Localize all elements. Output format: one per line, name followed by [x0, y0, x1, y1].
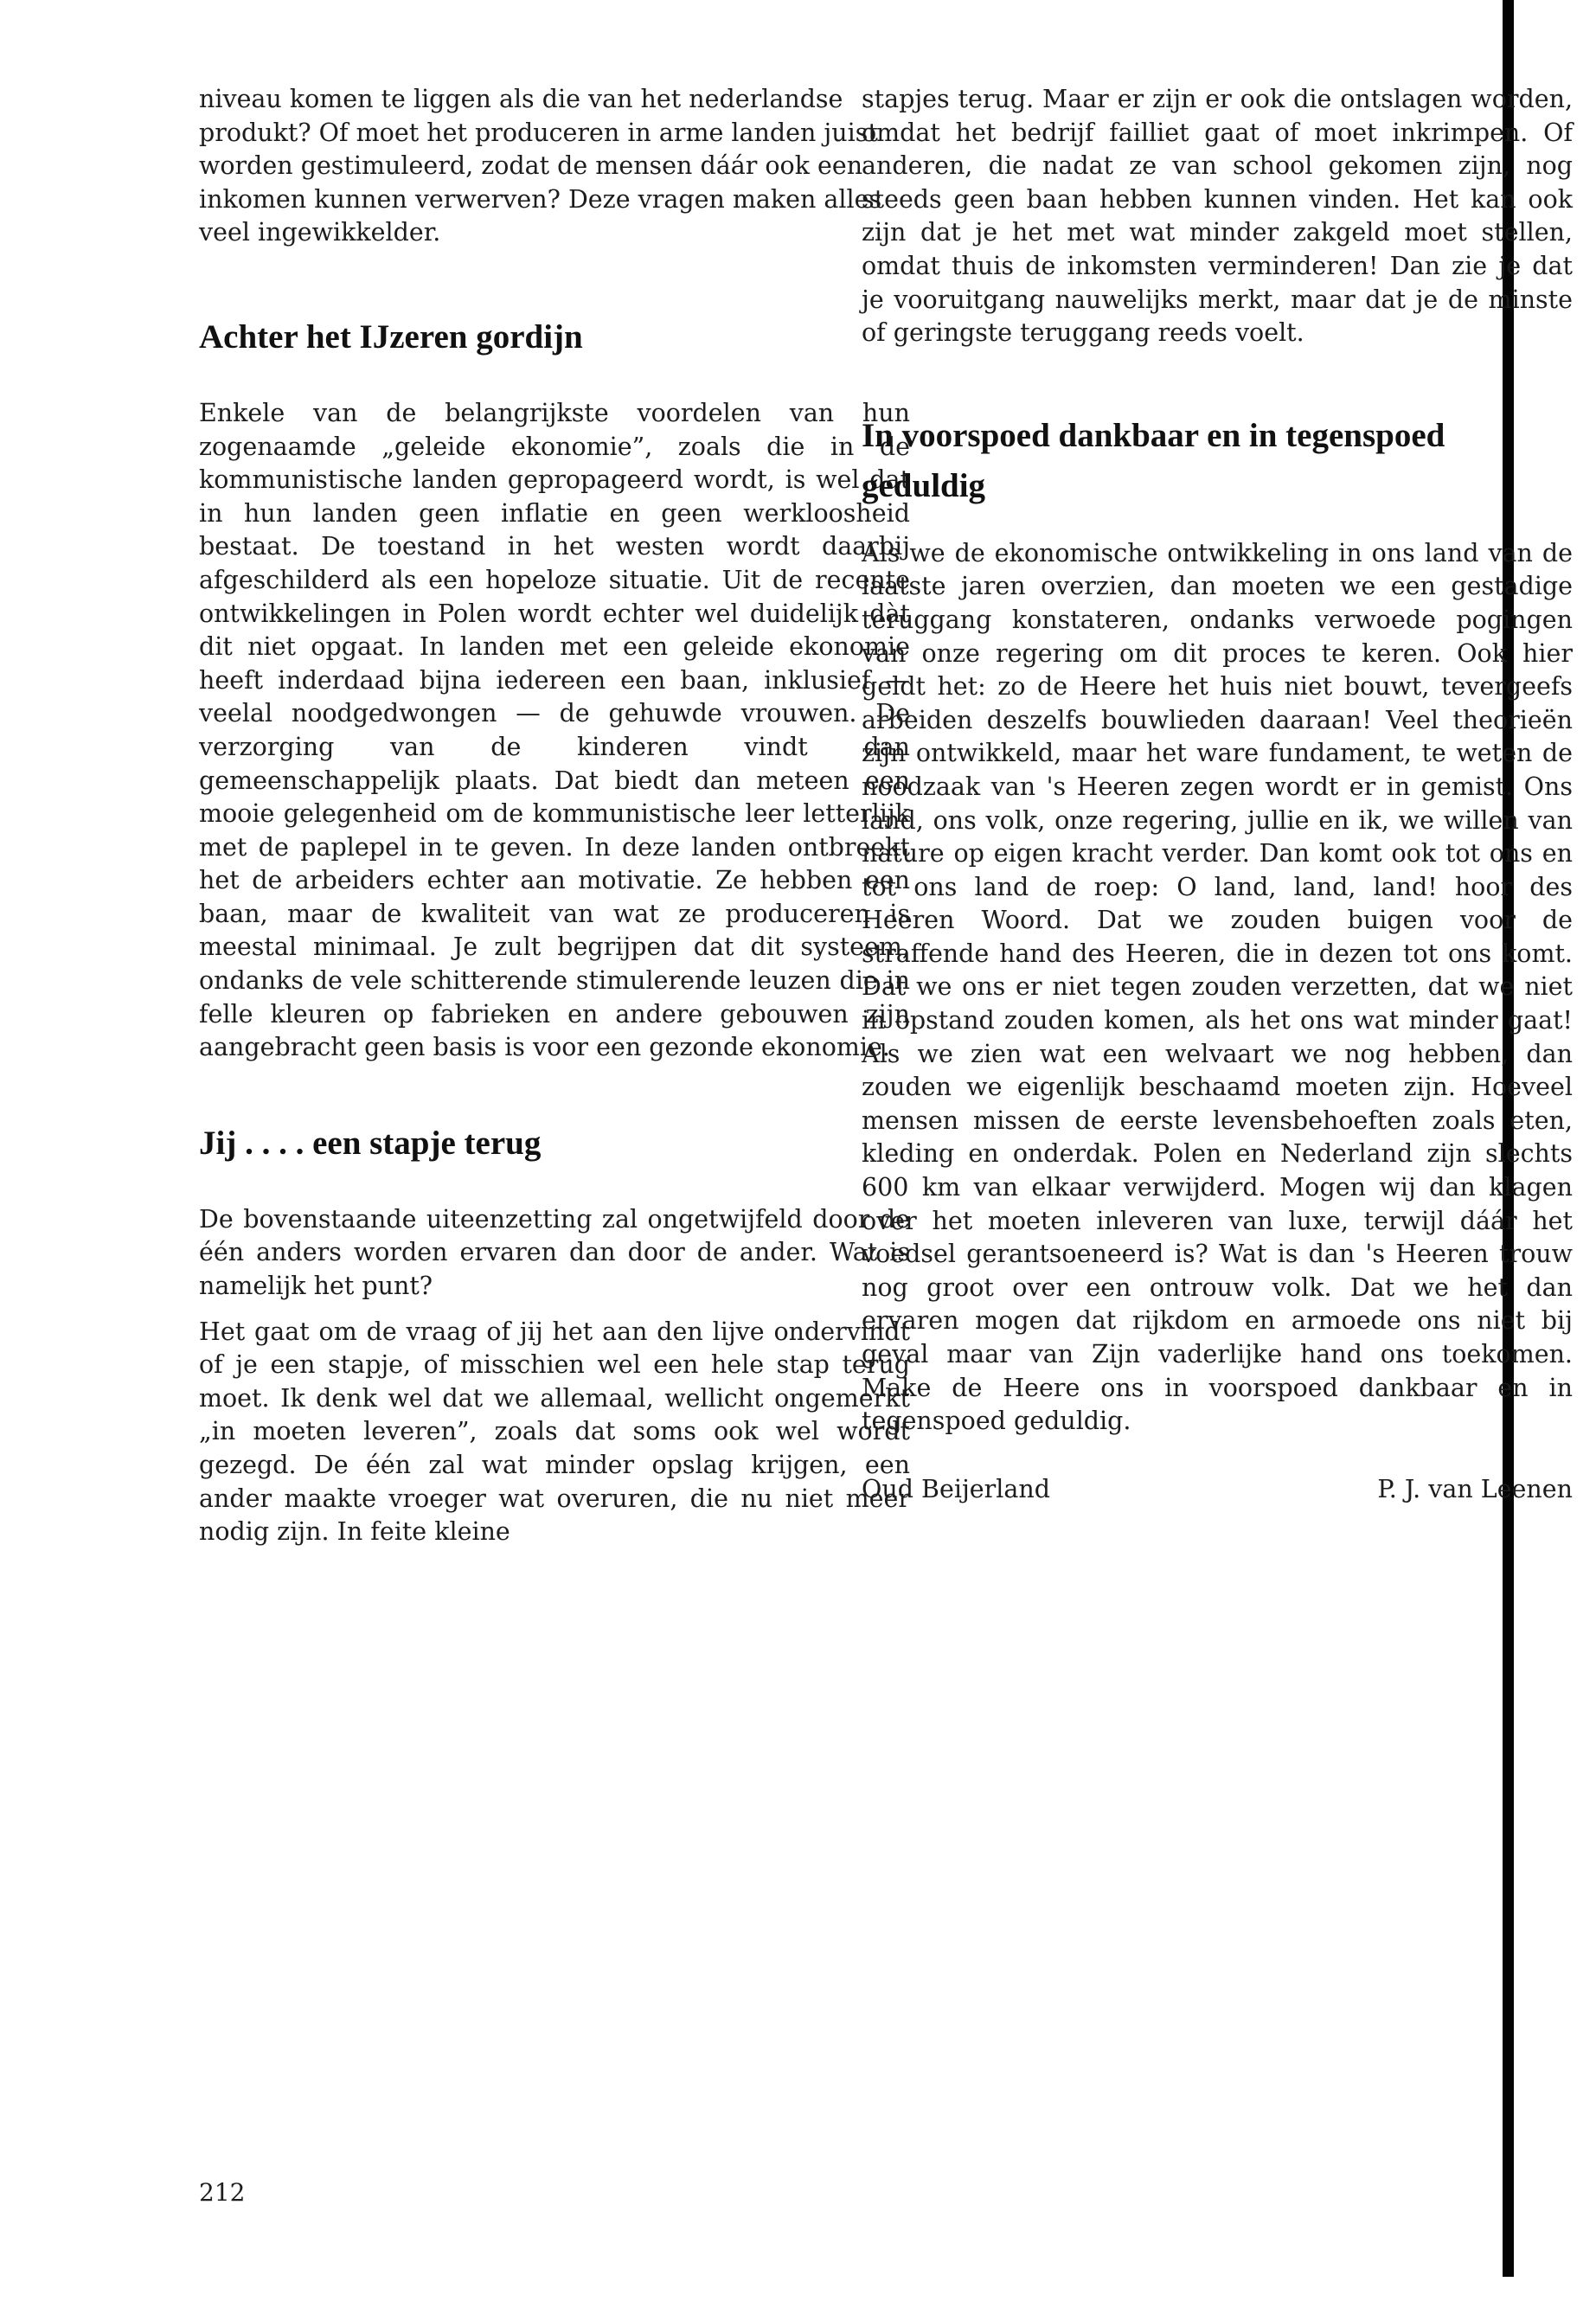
left-intro-paragraph: niveau komen te liggen als die van het nederlandse produkt? Of moet het produceren in arme landen juist worden gestimuleerd, zodat de mensen dáár ook een inkomen kunnen verwerven? Deze vragen maken alles veel ingewikkelder.	[199, 85, 882, 247]
right-intro-paragraph: stapjes terug. Maar er zijn er ook die ontslagen worden, omdat het bedrijf failliet gaat of moet inkrimpen. Of anderen, die nadat ze van school gekomen zijn, nog steeds geen baan hebben kunnen vinden. Het kan ook zijn dat je het met wat minder zakgeld moet stellen, omdat thuis de inkomsten verminderen! Dan zie je dat je vooruitgang nauwelijks merkt, maar dat je de minste of geringste teruggang reeds voelt.	[862, 85, 1573, 348]
page-number: 212	[199, 2178, 246, 2207]
section-stapje-paragraph-2: Het gaat om de vraag of jij het aan den lijve ondervindt of je een stapje, of misschien wel een hele stap terug moet. Ik denk wel dat we allemaal, wellicht ongemerkt „in moeten leveren”, zoals dat soms ook wel wordt gezegd. De één zal wat minder opslag krijgen, een ander maakte vroeger wat overuren, die nu niet meer nodig zijn. In feite kleine	[199, 1317, 910, 1547]
section-ijzeren-gordijn-paragraph: Enkele van de belangrijkste voordelen van hun zogenaamde „geleide ekonomie”, zoals die in de kommunistische landen gepropageerd wordt, is wel dat in hun landen geen inflatie en geen werkloosheid bestaat. De toestand in het westen wordt daarbij afgeschilderd als een hopeloze situatie. Uit de recente ontwikkelingen in Polen wordt echter wel duidelijk dàt dit niet opgaat. In landen met een geleide ekonomie heeft inderdaad bijna iedereen een baan, inklusief — veelal noodgedwongen — de gehuwde vrouwen. De verzorging van de kinderen vindt dan gemeenschappelijk plaats. Dat biedt dan meteen een mooie gelegenheid om de kommunistische leer letterlijk met de paplepel in te geven. In deze landen ontbreekt het de arbeiders echter aan motivatie. Ze hebben een baan, maar de kwaliteit van wat ze produceren is meestal minimaal. Je zult begrijpen dat dit systeem, ondanks de vele schitterende stimulerende leuzen die in felle kleuren op fabrieken en andere gebouwen zijn aangebracht geen basis is voor een gezonde ekonomie.	[199, 398, 910, 1062]
heading-achter-het-ijzeren-gordijn: Achter het IJzeren gordijn	[199, 317, 583, 356]
signature-author: P. J. van Leenen	[1377, 1474, 1573, 1503]
section-voorspoed-paragraph: Als we de ekonomische ontwikkeling in ons land van de laatste jaren overzien, dan moeten we een gestadige teruggang konstateren, ondanks verwoede pogingen van onze regering om dit proces te keren. Ook hier geldt het: zo de Heere het huis niet bouwt, tevergeefs arbeiden deszelfs bouwlieden daaraan! Veel theorieën zijn ontwikkeld, maar het ware fundament, te weten de noodzaak van 's Heeren zegen wordt er in gemist. Ons land, ons volk, onze regering, jullie en ik, we willen van nature op eigen kracht verder. Dan komt ook tot ons en tot ons land de roep: O land, land, land! hoor des Heeren Woord. Dat we zouden buigen voor de straffende hand des Heeren, die in dezen tot ons komt. Dat we ons er niet tegen zouden verzetten, dat we niet in opstand zouden komen, als het ons wat minder gaat! Als we zien wat een welvaart we nog hebben, dan zouden we eigenlijk beschaamd moeten zijn. Hoeveel mensen missen de eerste levensbehoeften zoals eten, kleding en onderdak. Polen en Nederland zijn slechts 600 km van elkaar verwijderd. Mogen wij dan klagen over het moeten inleveren van luxe, terwijl dáár het voedsel gerantsoeneerd is? Wat is dan 's Heeren trouw nog groot over een ontrouw volk. Dat we het dan ervaren mogen dat rijkdom en armoede ons niet bij geval maar van Zijn vaderlijke hand ons toekomen. Make de Heere ons in voorspoed dankbaar en in tegenspoed geduldig.	[862, 538, 1573, 1436]
heading-jij-een-stapje-terug: Jij . . . . een stapje terug	[199, 1124, 542, 1162]
heading-in-voorspoed-dankbaar: In voorspoed dankbaar en in tegenspoed geduldig	[862, 416, 1445, 504]
signature-line	[862, 1473, 1573, 1506]
signature-place: Oud Beijerland	[862, 1474, 1050, 1503]
left-column	[199, 83, 910, 1549]
section-stapje-paragraph-1: De bovenstaande uiteenzetting zal ongetwijfeld door de één anders worden ervaren dan door de ander. Wat is namelijk het punt?	[199, 1204, 910, 1301]
right-column	[862, 83, 1573, 1506]
